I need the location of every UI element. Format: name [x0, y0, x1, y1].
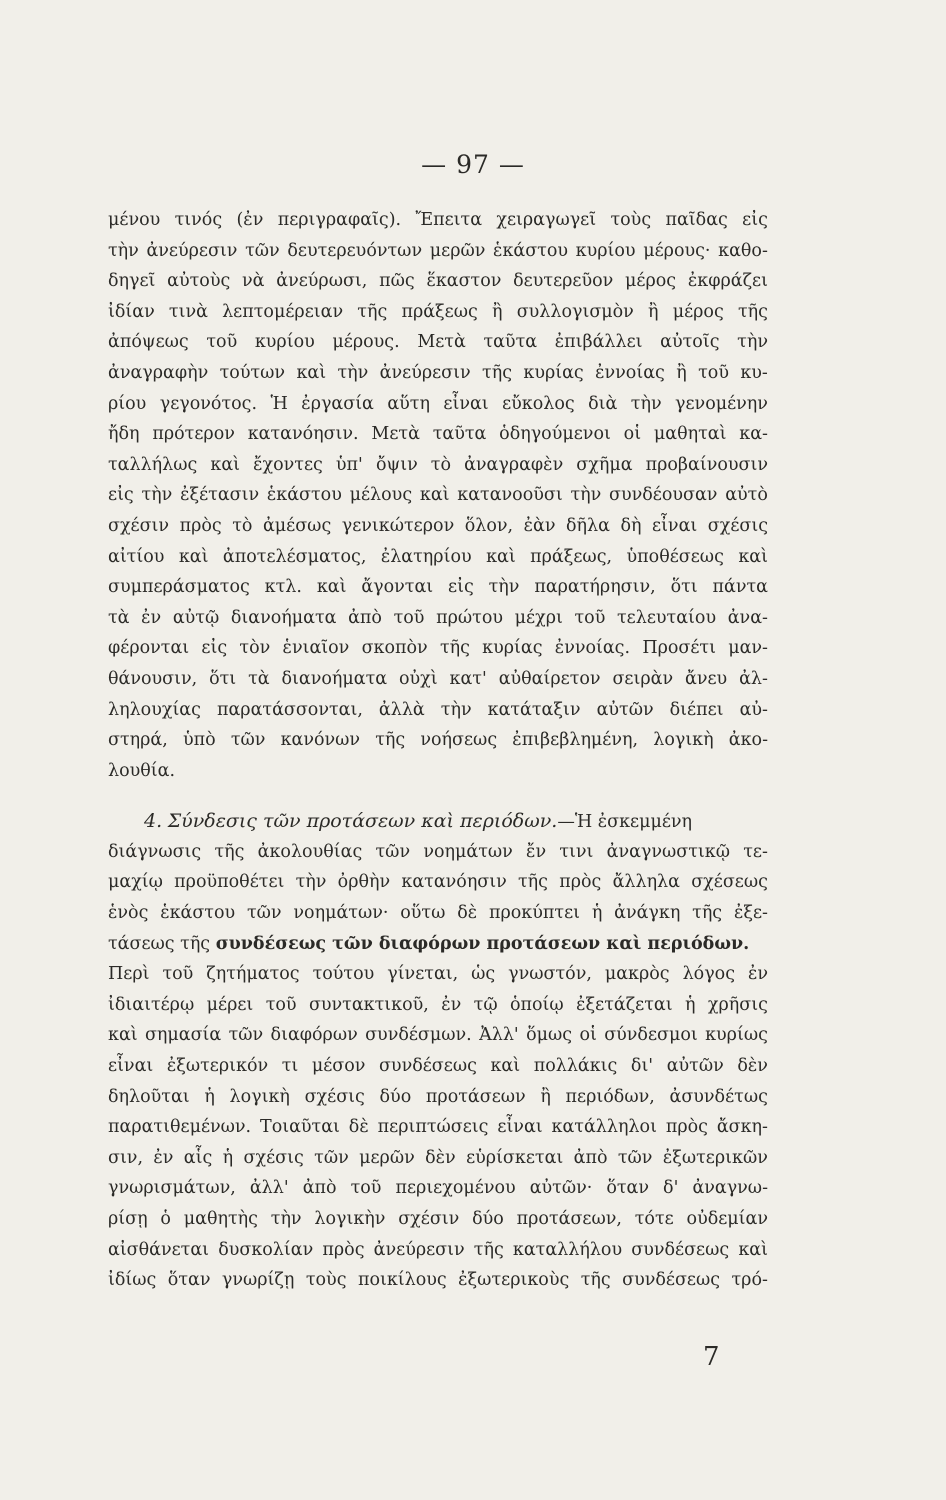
text-line: θάνουσιν, ὅτι τὰ διανοήματα οὐχὶ κατ' αὐθαίρετον σειρὰν ἄνευ ἀλ-: [108, 668, 768, 689]
text-line: στηρά, ὑπὸ τῶν κανόνων τῆς νοήσεως ἐπιβεβλημένη, λογικὴ ἀκο-: [108, 730, 768, 751]
bold-phrase: συνδέσεως τῶν διαφόρων προτάσεων καὶ περιόδων.: [215, 933, 750, 954]
section-title: Σύνδεσις τῶν προτάσεων καὶ περιόδων.: [167, 810, 558, 833]
bold-text-line: [108, 929, 768, 960]
text-line: ἑνὸς ἑκάστου τῶν νοημάτων· οὕτω δὲ προκύπτει ἡ ἀνάγκη τῆς ἐξε-: [108, 903, 768, 924]
text-line: μένου τινός (ἐν περιγραφαῖς). Ἔπειτα χειραγωγεῖ τοὺς παῖδας εἰς: [108, 210, 768, 230]
text-line: ἀναγραφὴν τούτων καὶ τὴν ἀνεύρεσιν τῆς κυρίας ἐννοίας ἢ τοῦ κυ-: [108, 362, 768, 383]
text-line: τὴν ἀνεύρεσιν τῶν δευτερευόντων μερῶν ἑκάστου κυρίου μέρους· καθο-: [108, 240, 768, 261]
text-line: εἰς τὴν ἐξέτασιν ἑκάστου μέλους καὶ κατανοοῦσι τὴν συνδέουσαν αὐτὸ: [108, 485, 768, 506]
text-line: Περὶ τοῦ ζητήματος τούτου γίνεται, ὡς γνωστόν, μακρὸς λόγος ἐν: [108, 964, 768, 985]
text-line: τὰ ἐν αὐτῷ διανοήματα ἀπὸ τοῦ πρώτου μέχρι τοῦ τελευταίου ἀνα-: [108, 607, 768, 628]
page-number: — 97 —: [421, 150, 525, 179]
signature-mark: 7: [703, 1342, 720, 1372]
text-line: ταλλήλως καὶ ἔχοντες ὑπ' ὄψιν τὸ ἀναγραφὲν σχῆμα προβαίνουσιν: [108, 454, 768, 475]
text-line: καὶ σημασία τῶν διαφόρων συνδέσμων. Ἀλλ' ὅμως οἱ σύνδεσμοι κυρίως: [108, 1025, 768, 1046]
section-4: [108, 806, 768, 1296]
text-line: δηγεῖ αὐτοὺς νὰ ἀνεύρωσι, πῶς ἕκαστον δευτερεῦον μέρος ἐκφράζει: [108, 271, 768, 292]
text-line: ληλουχίας παρατάσσονται, ἀλλὰ τὴν κατάταξιν αὐτῶν διέπει αὐ-: [108, 699, 768, 720]
text-line: ἰδίαν τινὰ λεπτομέρειαν τῆς πράξεως ἢ συλλογισμὸν ἢ μέρος τῆς: [108, 301, 768, 322]
text-line: εἶναι ἐξωτερικόν τι μέσον συνδέσεως καὶ πολλάκις δι' αὐτῶν δὲν: [108, 1056, 768, 1077]
text-line: διάγνωσις τῆς ἀκολουθίας τῶν νοημάτων ἔν τινι ἀναγνωστικῷ τε-: [108, 841, 768, 862]
text-line: σχέσιν πρὸς τὸ ἀμέσως γενικώτερον ὅλον, ἐὰν δῆλα δὴ εἶναι σχέσις: [108, 515, 768, 536]
bold-line-prefix: τάσεως τῆς: [108, 933, 211, 954]
text-line: μαχίῳ προϋποθέτει τὴν ὀρθὴν κατανόησιν τῆς πρὸς ἄλληλα σχέσεως: [108, 872, 768, 893]
paragraph-1: [108, 205, 768, 786]
text-line: ἤδη πρότερον κατανόησιν. Μετὰ ταῦτα ὁδηγούμενοι οἱ μαθηταὶ κα-: [108, 424, 768, 445]
section-heading-line: [108, 806, 768, 837]
text-line: λουθία.: [108, 760, 176, 781]
text-line: φέρονται εἰς τὸν ἑνιαῖον σκοπὸν τῆς κυρίας ἐννοίας. Προσέτι μαν-: [108, 638, 768, 659]
section-number: 4.: [144, 810, 163, 833]
text-line: σιν, ἐν αἷς ἡ σχέσις τῶν μερῶν δὲν εὑρίσκεται ἀπὸ τῶν ἐξωτερικῶν: [108, 1147, 768, 1168]
text-line: δηλοῦται ἡ λογικὴ σχέσις δύο προτάσεων ἢ περιόδων, ἀσυνδέτως: [108, 1086, 768, 1107]
text-line: ἰδίως ὅταν γνωρίζῃ τοὺς ποικίλους ἐξωτερικοὺς τῆς συνδέσεως τρό-: [108, 1270, 768, 1291]
section-first-line-rest: —Ἡ ἐσκεμμένη: [557, 812, 693, 833]
text-line: αἰσθάνεται δυσκολίαν πρὸς ἀνεύρεσιν τῆς καταλλήλου συνδέσεως καὶ: [108, 1239, 768, 1260]
text-line: ἰδιαιτέρῳ μέρει τοῦ συντακτικοῦ, ἐν τῷ ὁποίῳ ἐξετάζεται ἡ χρῆσις: [108, 994, 768, 1015]
body-text: [108, 205, 768, 1296]
text-line: ρίου γεγονότος. Ἡ ἐργασία αὕτη εἶναι εὔκολος διὰ τὴν γενομένην: [108, 393, 768, 414]
text-line: παρατιθεμένων. Τοιαῦται δὲ περιπτώσεις εἶναι κατάλληλοι πρὸς ἄσκη-: [108, 1117, 768, 1138]
text-line: γνωρισμάτων, ἀλλ' ἀπὸ τοῦ περιεχομένου αὐτῶν· ὅταν δ' ἀναγνω-: [108, 1178, 768, 1199]
text-line: ἀπόψεως τοῦ κυρίου μέρους. Μετὰ ταῦτα ἐπιβάλλει αὐτοῖς τὴν: [108, 332, 768, 353]
text-line: ρίσῃ ὁ μαθητὴς τὴν λογικὴν σχέσιν δύο προτάσεων, τότε οὐδεμίαν: [108, 1209, 768, 1229]
text-line: συμπεράσματος κτλ. καὶ ἄγονται εἰς τὴν παρατήρησιν, ὅτι πάντα: [108, 577, 768, 598]
text-line: αἰτίου καὶ ἀποτελέσματος, ἐλατηρίου καὶ πράξεως, ὑποθέσεως καὶ: [108, 546, 768, 567]
